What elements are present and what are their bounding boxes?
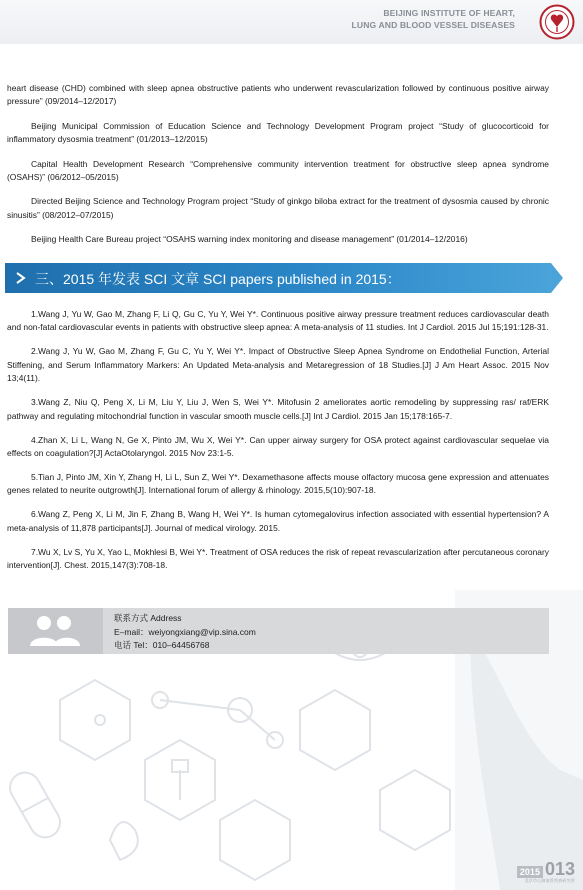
- phone-text: 电话 Tel：010–64456768: [114, 640, 210, 650]
- reference-item: 7.Wu X, Lv S, Yu X, Yao L, Mokhlesi B, Wei Y*. Treatment of OSA reduces the risk of repeat revascularization after percutaneous coronary intervention[J]. Chest. 2015,147(3):708-18.: [7, 546, 549, 571]
- address-lines: [114, 612, 256, 653]
- footer-subtitle: 北京市心肺血管疾病研究所: [524, 878, 575, 883]
- page-number: 013: [544, 859, 575, 879]
- project-item: Beijing Health Care Bureau project “OSAHS warning index monitoring and disease management” (01/2014–12/2016): [31, 234, 468, 245]
- reference-item: 4.Zhan X, Li L, Wang N, Ge X, Pinto JM, Wu X, Wei Y*. Can upper airway surgery for OSA protect against cardiovascular sequelae via effects on coagulation?[J] ActaOtolaryngol. 2015 Nov 23:1-5.: [7, 434, 549, 459]
- page-footer: [517, 860, 575, 884]
- address-heading: 联系方式 Address: [114, 613, 182, 623]
- address-icon-box: [8, 608, 103, 654]
- project-item: Directed Beijing Science and Technology Program project “Study of ginkgo biloba extract for the treatment of dysosmia caused by chronic sinusitis” (08/2012–07/2015): [7, 196, 549, 220]
- institute-name-line2: LUNG AND BLOOD VESSEL DISEASES: [351, 20, 515, 30]
- section-title: 三、2015 年发表 SCI 文章 SCI papers published in 2015：: [35, 271, 401, 287]
- reference-item: 5.Tian J, Pinto JM, Xin Y, Zhang H, Li L, Sun Z, Wei Y*. Dexamethasone affects mouse olfactory mucosa gene expression and attenuates genes related to neurite outgrowth[J]. International forum of allergy & rhinology. 2015,5(10):907-18.: [7, 472, 549, 496]
- contacts-icon: [8, 608, 103, 654]
- institute-name-line1: BEIJING INSTITUTE OF HEART,: [383, 8, 515, 18]
- address-box: [8, 608, 549, 654]
- reference-item: 6.Wang Z, Peng X, Li M, Jin F, Zhang B, Wang H, Wei Y*. Is human cytomegalovirus infection associated with essential hypertension? A meta-analysis of 11,878 participants[J]. Journal of medical virology. 2015.: [7, 509, 549, 533]
- project-item: heart disease (CHD) combined with sleep apnea obstructive patients who underwent revascularization followed by continuous positive airway pressure” (09/2014–12/2017): [7, 83, 549, 107]
- institute-logo-icon: [539, 4, 575, 40]
- email-text: E–mail：weiyongxiang@vip.sina.com: [114, 626, 256, 637]
- reference-item: 2.Wang J, Yu W, Gao M, Zhang F, Gu C, Yu Y, Wei Y*. Impact of Obstructive Sleep Apnea Syndrome on Endothelial Function, Arterial Stiffening, and Serum Inflammatory Markers: An Updated Meta-analysis and Metaregression of 18 Studies.[J] J Am Heart Assoc. 2015 Nov 13;4(11).: [7, 346, 549, 384]
- projects-list: [7, 82, 549, 258]
- sci-section-banner: [5, 263, 551, 293]
- project-item: Beijing Municipal Commission of Education Science and Technology Development Program project “Study of glucocorticoid for inflammatory dysosmia treatment” (01/2013–12/2015): [7, 120, 549, 145]
- footer-year: 2015: [517, 866, 543, 878]
- project-item: Capital Health Development Research “Comprehensive community intervention treatment for obstructive sleep apnea syndrome (OSAHS)” (06/2012–05/2015): [7, 158, 549, 183]
- chevron-right-icon: [15, 272, 27, 284]
- reference-item: 3.Wang Z, Niu Q, Peng X, Li M, Liu Y, Liu J, Wen S, Wei Y*. Mitofusin 2 ameliorates aortic remodeling by suppressing ras/ raf/ERK pathway and regulating mitochondrial function in vascular smooth muscle cells.[J] Int J Cardiol. 2015 Jan 15;178:165-7.: [7, 397, 549, 421]
- reference-item: 1.Wang J, Yu W, Gao M, Zhang F, Li Q, Gu C, Yu Y, Wei Y*. Continuous positive airway pressure treatment reduces cardiovascular death and non-fatal cardiovascular events in patients with obstructive sleep apnea: A meta-analysis of 11 studies. Int J Cardiol. 2015 Jul 15;191:128-31.: [7, 309, 549, 333]
- references-list: [7, 308, 549, 583]
- institute-name: [352, 7, 515, 31]
- banner-arrow-tip: [551, 263, 563, 293]
